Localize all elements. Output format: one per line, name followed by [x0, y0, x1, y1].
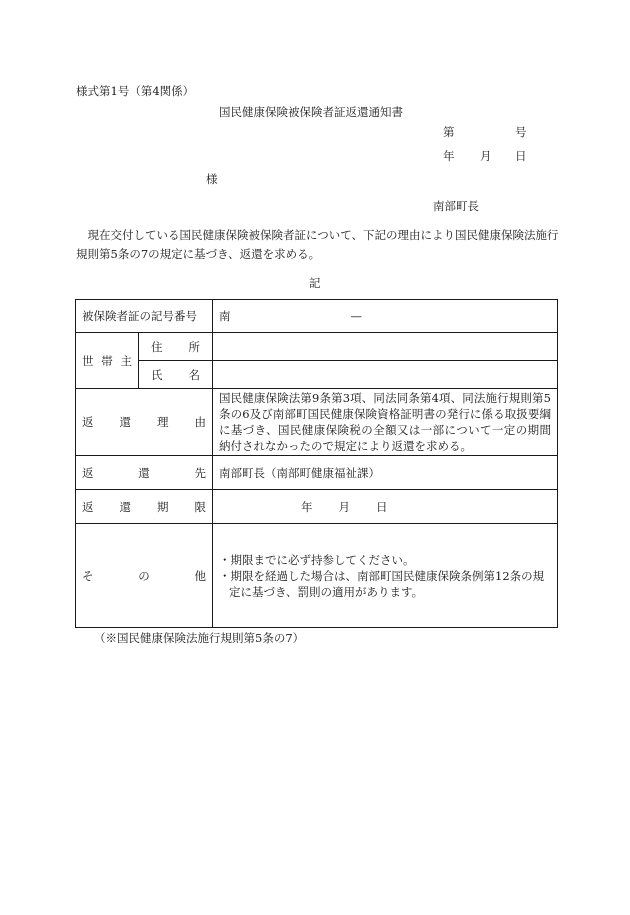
card-number-dash: — [350, 309, 362, 323]
note-item: ・期限を経過した場合は、南部町国民健康保険条例第12条の規定に基づき、罰則の適用があります。 [219, 568, 545, 599]
row-household-name [76, 361, 558, 389]
row-destination [76, 456, 558, 490]
reason-label: 返 還 理 由 [76, 389, 213, 456]
address-value [213, 333, 558, 361]
form-number: 様式第1号（第4関係） [76, 84, 195, 98]
card-number-label: 被保険者証の記号番号 [76, 300, 213, 333]
ki-heading: 記 [309, 276, 321, 290]
deadline-day: 日 [376, 499, 388, 514]
notes-list [219, 552, 551, 600]
addressee-suffix: 様 [206, 172, 218, 186]
other-value [213, 524, 558, 628]
deadline-value [213, 490, 558, 524]
destination-label: 返 還 先 [76, 456, 213, 490]
deadline-month: 月 [338, 499, 350, 514]
issue-date-month: 月 [480, 149, 492, 163]
deadline-year: 年 [301, 499, 313, 514]
row-other [76, 524, 558, 628]
document-title: 国民健康保険被保険者証返還通知書 [219, 105, 403, 119]
name-value [213, 361, 558, 389]
body-paragraph: 現在交付している国民健康保険被保険者証について、下記の理由により国民健康保険法施行規則第5条の7の規定に基づき、返還を求める。 [76, 228, 559, 261]
document-number-prefix: 第 [443, 125, 455, 139]
issue-date-day: 日 [515, 149, 527, 163]
deadline-label: 返 還 期 限 [76, 490, 213, 524]
row-reason [76, 389, 558, 456]
document-number-suffix: 号 [515, 125, 527, 139]
note-item: ・期限までに必ず持参してください。 [219, 552, 415, 567]
notice-table [75, 299, 558, 628]
row-household-address [76, 333, 558, 361]
household-head-label: 世 帯 主 [76, 333, 139, 389]
card-number-prefix: 南 [219, 309, 231, 323]
issue-date-year: 年 [443, 149, 455, 163]
reason-value: 国民健康保険法第9条第3項、同法同条第4項、同法施行規則第5条の6及び南部町国民健康保険資格証明書の発行に係る取扱要綱に基づき、国民健康保険税の全額又は一部について一定の期間納付されなかったので規定により返還を求める。 [213, 389, 558, 456]
card-number-value [213, 300, 558, 333]
issuer-name: 南部町長 [433, 199, 479, 213]
name-label: 氏 名 [139, 361, 213, 389]
row-card-number [76, 300, 558, 333]
row-deadline [76, 490, 558, 524]
destination-value: 南部町長（南部町健康福祉課） [213, 456, 558, 490]
footnote: （※国民健康保険法施行規則第5条の7） [94, 631, 305, 645]
address-label: 住 所 [139, 333, 213, 361]
other-label: そ の 他 [76, 524, 213, 628]
